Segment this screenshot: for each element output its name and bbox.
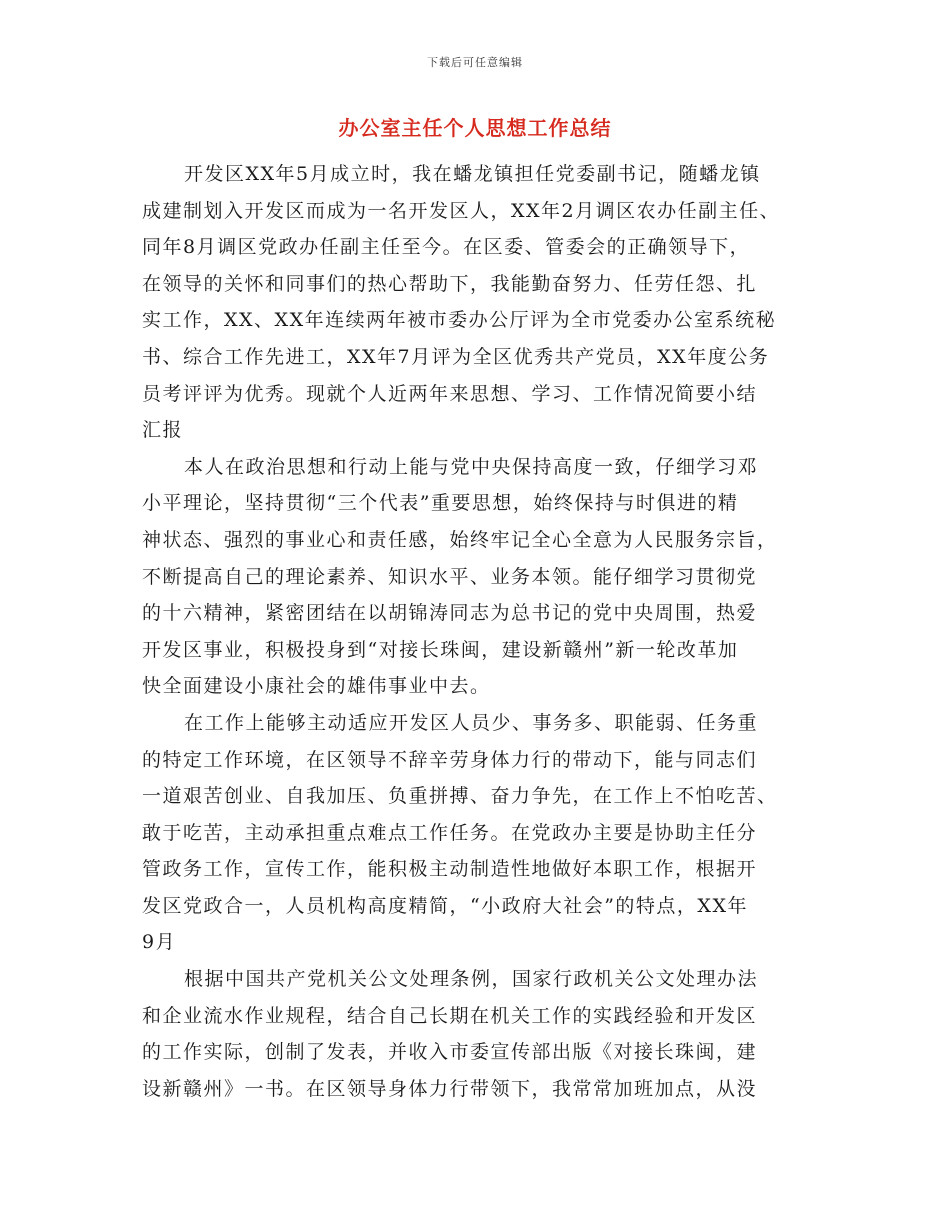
text-line: 发区党政合一，人员机构高度精简，“小政府大社会”的特点，XX年 [142,894,748,917]
paragraph-2 [142,449,804,705]
text-line: 管政务工作，宣传工作，能积极主动制造性地做好本职工作，根据开 [142,858,758,881]
text-line: 和企业流水作业规程，结合自己长期在机关工作的实践经验和开发区 [142,1004,758,1027]
text-line: 设新赣州》一书。在区领导身体力行带领下，我常常加班加点，从没 [142,1077,758,1100]
text-line: 开发区事业，积极投身到“对接长珠闽，建设新赣州”新一轮改革加 [142,638,739,661]
text-line: 在领导的关怀和同事们的热心帮助下，我能勤奋努力、任劳任怨、扎 [142,272,758,295]
text-line: 小平理论，坚持贯彻“三个代表”重要思想，始终保持与时俱进的精 [142,492,739,515]
text-line: 的特定工作环境，在区领导不辞辛劳身体力行的带动下，能与同志们 [142,748,758,771]
text-line: 敢于吃苦，主动承担重点难点工作任务。在党政办主要是协助主任分 [142,821,758,844]
text-line: 神状态、强烈的事业心和责任感，始终牢记全心全意为人民服务宗旨， [142,528,778,551]
header-note: 下载后可任意编辑 [427,56,523,69]
text-line: 快全面建设小康社会的雄伟事业中去。 [142,675,491,698]
text-line: 不断提高自己的理论素养、知识水平、业务本领。能仔细学习贯彻党 [142,565,758,588]
paragraph-1 [142,156,804,449]
text-line: 的工作实际，创制了发表，并收入市委宣传部出版《对接长珠闽，建 [142,1041,758,1064]
text-line: 开发区XX年5月成立时，我在蟠龙镇担任党委副书记，随蟠龙镇 [184,163,761,185]
document-title: 办公室主任个人思想工作总结 [338,116,612,140]
paragraph-4 [142,961,804,1107]
text-line: 实工作，XX、XX年连续两年被市委办公厅评为全市党委办公室系统秘 [142,309,777,332]
text-line: 书、综合工作先进工，XX年7月评为全区优秀共产党员，XX年度公务 [142,345,770,368]
text-line: 根据中国共产党机关公文处理条例，国家行政机关公文处理办法 [184,968,759,991]
text-line: 在工作上能够主动适应开发区人员少、事务多、职能弱、任务重 [184,711,759,734]
text-line: 成建制划入开发区而成为一名开发区人，XX年2月调区农办任副主任、 [142,199,781,222]
text-line: 的十六精神，紧密团结在以胡锦涛同志为总书记的党中央周围，热爱 [142,602,758,625]
text-line: 一道艰苦创业、自我加压、负重拼搏、奋力争先，在工作上不怕吃苦、 [142,785,778,808]
text-line: 9月 [142,931,177,954]
paragraph-3 [142,705,804,961]
document-body [142,156,804,1107]
text-line: 员考评评为优秀。现就个人近两年来思想、学习、工作情况简要小结 [142,382,758,405]
text-line: 同年8月调区党政办任副主任至今。在区委、管委会的正确领导下， [142,236,751,259]
text-line: 本人在政治思想和行动上能与党中央保持高度一致，仔细学习邓 [184,455,759,478]
text-line: 汇报 [142,419,184,442]
